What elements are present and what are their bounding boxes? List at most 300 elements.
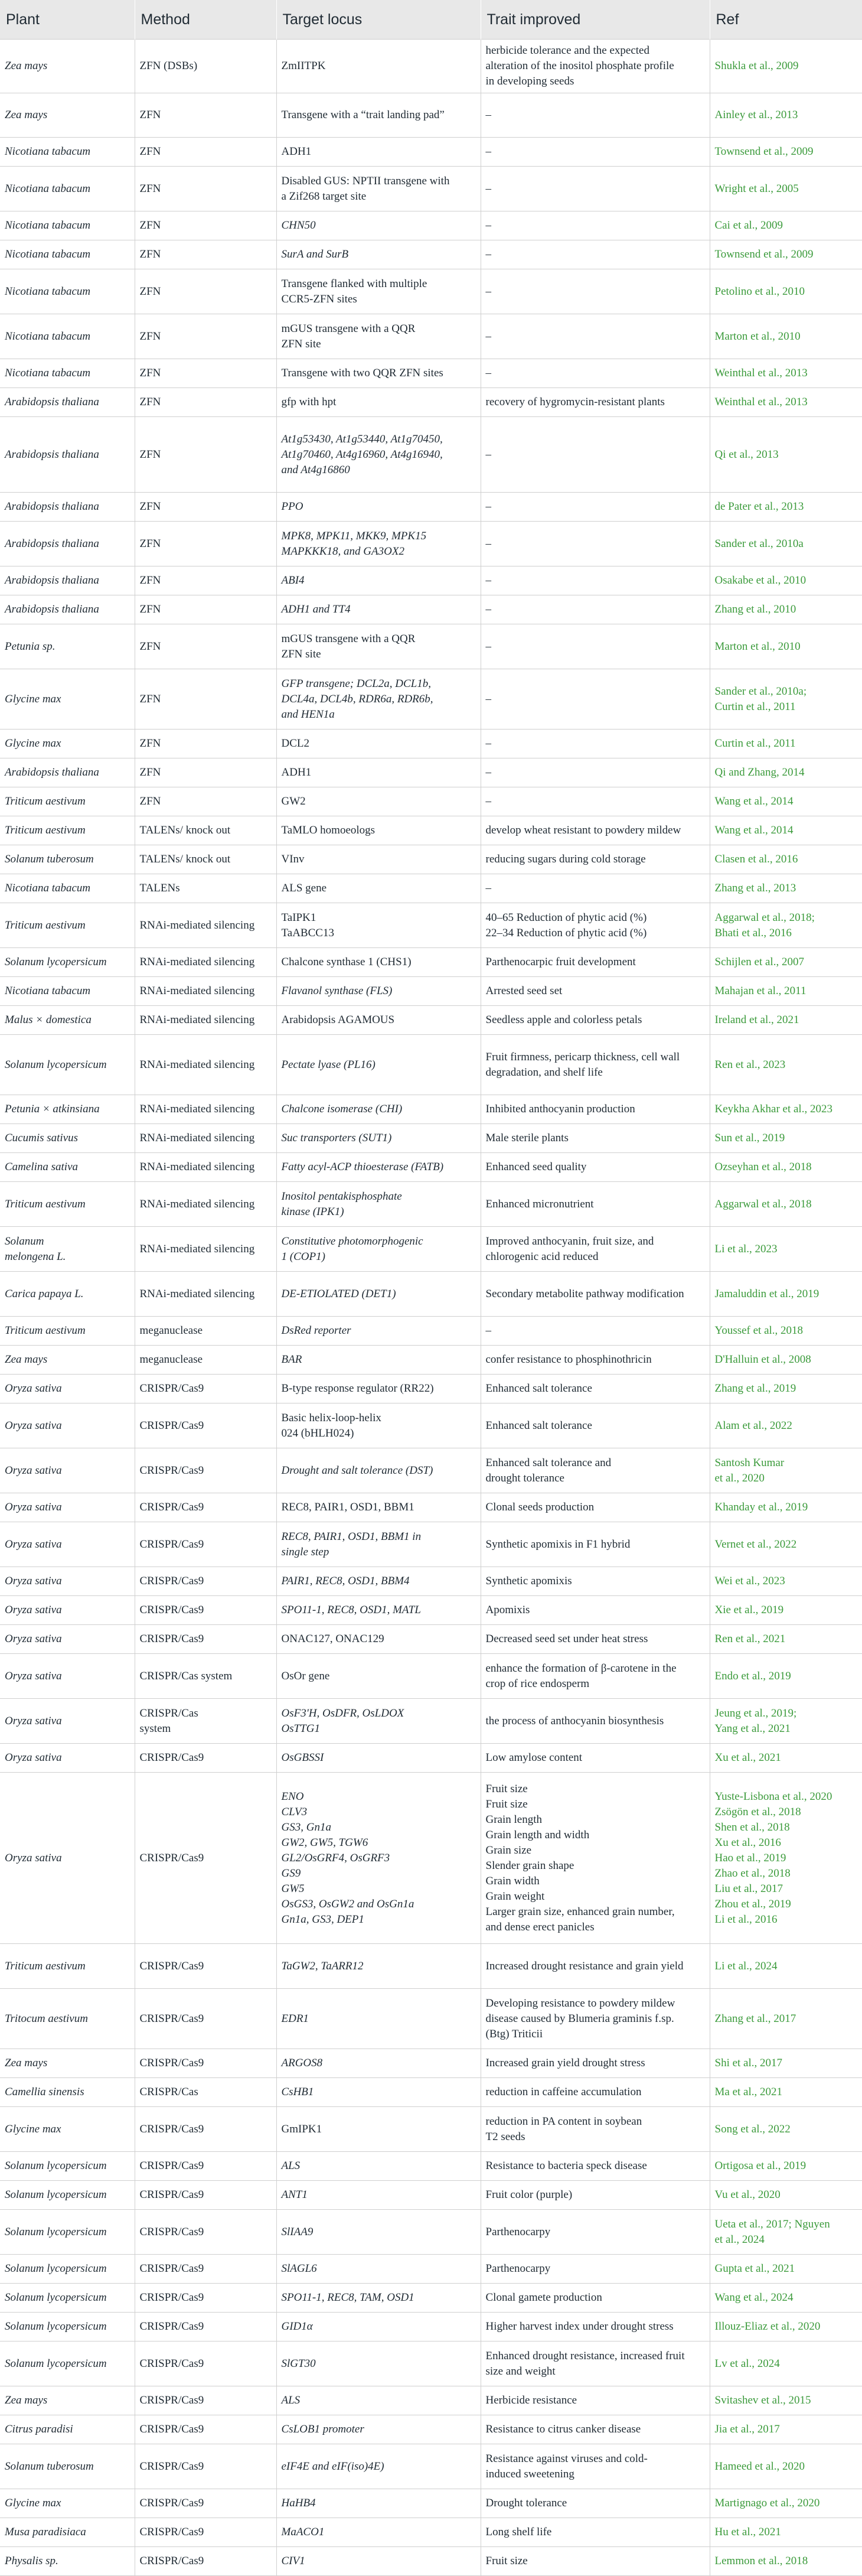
cell-plant — [0, 2255, 135, 2284]
cell-trait-improved — [481, 359, 710, 388]
table-row — [0, 1944, 862, 1989]
table-row — [0, 2049, 862, 2078]
cell-plant — [0, 1596, 135, 1625]
cell-trait-improved-line: recovery of hygromycin-resistant plants — [485, 396, 665, 408]
cell-trait-improved-line: reduction in caffeine accumulation — [485, 2086, 642, 2098]
cell-target-locus-line: GW2, GW5, TGW6 — [281, 1836, 368, 1849]
cell-ref-line: Jia et al., 2017 — [714, 2423, 780, 2435]
cell-ref[interactable] — [710, 2547, 862, 2576]
table-row — [0, 977, 862, 1006]
cell-method-line: CRISPR/Cas9 — [139, 2394, 204, 2406]
cell-ref[interactable] — [710, 2078, 862, 2107]
cell-ref-line: Xu et al., 2021 — [714, 1751, 781, 1764]
cell-ref[interactable] — [710, 388, 862, 417]
cell-ref[interactable] — [710, 874, 862, 903]
cell-ref[interactable] — [710, 948, 862, 977]
table-row — [0, 2078, 862, 2107]
cell-target-locus-line: mGUS transgene with a QQR — [281, 632, 416, 645]
cell-ref[interactable] — [710, 624, 862, 669]
cell-target-locus — [276, 2444, 481, 2489]
cell-ref[interactable] — [710, 522, 862, 566]
cell-ref[interactable] — [710, 2489, 862, 2518]
cell-method-line: ZFN — [139, 795, 161, 807]
cell-method-line: CRISPR/Cas9 — [139, 2122, 204, 2135]
table-row — [0, 2547, 862, 2576]
cell-ref-line: Sun et al., 2019 — [714, 1132, 785, 1144]
cell-target-locus-line: mGUS transgene with a QQR — [281, 322, 416, 335]
cell-method-line: RNAi-mediated silencing — [139, 1161, 255, 1173]
table-row — [0, 1035, 862, 1095]
cell-method-line: ZFN — [139, 330, 161, 343]
cell-ref[interactable] — [710, 1596, 862, 1625]
cell-plant — [0, 1006, 135, 1035]
cell-ref[interactable] — [710, 1625, 862, 1654]
cell-plant — [0, 2181, 135, 2210]
table-row — [0, 93, 862, 138]
cell-ref[interactable] — [710, 730, 862, 758]
cell-method-line: system — [139, 1722, 171, 1735]
cell-ref-line: Petolino et al., 2010 — [714, 285, 805, 298]
cell-target-locus-line: eIF4E and eIF(iso)4E) — [281, 2460, 384, 2473]
cell-method-line: CRISPR/Cas9 — [139, 2460, 204, 2473]
cell-trait-improved — [481, 874, 710, 903]
cell-plant — [0, 93, 135, 138]
cell-ref[interactable] — [710, 2341, 862, 2386]
cell-plant-line: Camellia sinensis — [5, 2086, 84, 2098]
cell-target-locus-line: At1g53430, At1g53440, At1g70450, — [281, 432, 443, 445]
table-row — [0, 2107, 862, 2152]
cell-ref[interactable] — [710, 2255, 862, 2284]
cell-plant — [0, 2152, 135, 2181]
cell-ref[interactable] — [710, 1272, 862, 1317]
cell-ref[interactable] — [710, 1317, 862, 1346]
cell-ref[interactable] — [710, 669, 862, 730]
cell-ref[interactable] — [710, 2284, 862, 2313]
cell-trait-improved — [481, 240, 710, 269]
table-row — [0, 269, 862, 314]
cell-method-line: CRISPR/Cas — [139, 2086, 198, 2098]
table-row — [0, 2341, 862, 2386]
cell-trait-improved-line: – — [485, 145, 491, 158]
cell-ref[interactable] — [710, 1227, 862, 1272]
cell-method-line: CRISPR/Cas9 — [139, 1604, 204, 1616]
cell-trait-improved-line: (Btg) Triticii — [485, 2027, 543, 2040]
cell-trait-improved-line: chlorogenic acid reduced — [485, 1250, 599, 1263]
cell-plant — [0, 624, 135, 669]
cell-target-locus-line: OsTTG1 — [281, 1722, 320, 1735]
cell-ref[interactable] — [710, 2152, 862, 2181]
cell-plant — [0, 1375, 135, 1403]
cell-trait-improved-line: Fruit color (purple) — [485, 2189, 573, 2201]
cell-method-line: CRISPR/Cas9 — [139, 2526, 204, 2538]
cell-trait-improved — [481, 787, 710, 816]
cell-method — [135, 2386, 276, 2415]
cell-trait-improved-line: Fruit firmness, pericarp thickness, cell wall — [485, 1050, 680, 1063]
cell-method — [135, 493, 276, 522]
cell-method — [135, 903, 276, 948]
cell-ref[interactable] — [710, 845, 862, 874]
cell-ref[interactable] — [710, 1153, 862, 1182]
table-row — [0, 211, 862, 240]
cell-method — [135, 1699, 276, 1744]
cell-trait-improved — [481, 1944, 710, 1989]
cell-plant-line: Oryza sativa — [5, 1501, 62, 1513]
cell-plant-line: Oryza sativa — [5, 1633, 62, 1645]
table-row — [0, 1522, 862, 1567]
cell-plant-line: Solanum lycopersicum — [5, 2189, 107, 2201]
cell-target-locus — [276, 2386, 481, 2415]
cell-ref[interactable] — [710, 1654, 862, 1699]
table-row — [0, 2518, 862, 2547]
cell-trait-improved-line: Enhanced seed quality — [485, 1161, 587, 1173]
cell-plant-line: Oryza sativa — [5, 1669, 62, 1682]
cell-plant-line: Zea mays — [5, 2057, 48, 2069]
cell-target-locus — [276, 1744, 481, 1773]
cell-ref[interactable] — [710, 1989, 862, 2049]
table-row — [0, 787, 862, 816]
cell-plant-line: Triticum aestivum — [5, 1959, 86, 1972]
cell-target-locus — [276, 314, 481, 359]
cell-target-locus — [276, 2078, 481, 2107]
cell-ref-line: Mahajan et al., 2011 — [714, 985, 807, 997]
cell-trait-improved-line: – — [485, 448, 491, 461]
cell-method — [135, 1625, 276, 1654]
cell-ref[interactable] — [710, 977, 862, 1006]
table-row — [0, 167, 862, 211]
cell-target-locus-line: CIV1 — [281, 2555, 305, 2567]
cell-ref-line: Marton et al., 2010 — [714, 330, 801, 343]
cell-method — [135, 2181, 276, 2210]
table-row — [0, 2415, 862, 2444]
cell-ref[interactable] — [710, 2181, 862, 2210]
cell-ref[interactable] — [710, 314, 862, 359]
cell-target-locus-line: SPO11-1, REC8, OSD1, MATL — [281, 1604, 421, 1616]
cell-trait-improved — [481, 493, 710, 522]
cell-ref[interactable] — [710, 595, 862, 624]
cell-ref-line: Jamaluddin et al., 2019 — [714, 1287, 819, 1300]
cell-ref[interactable] — [710, 1773, 862, 1944]
cell-ref[interactable] — [710, 1944, 862, 1989]
cell-ref[interactable] — [710, 1375, 862, 1403]
cell-target-locus — [276, 1699, 481, 1744]
cell-ref-line: Weinthal et al., 2013 — [714, 367, 808, 379]
cell-plant — [0, 522, 135, 566]
cell-target-locus — [276, 1989, 481, 2049]
cell-target-locus-line: Fatty acyl-ACP thioesterase (FATB) — [281, 1161, 444, 1173]
cell-ref[interactable] — [710, 417, 862, 493]
cell-method — [135, 1375, 276, 1403]
cell-ref-line: Ueta et al., 2017; Nguyen — [714, 2217, 830, 2230]
cell-ref[interactable] — [710, 816, 862, 845]
table-row — [0, 314, 862, 359]
cell-target-locus — [276, 2284, 481, 2313]
cell-ref-line: Youssef et al., 2018 — [714, 1324, 804, 1337]
cell-trait-improved-line: size and weight — [485, 2365, 556, 2378]
cell-ref[interactable] — [710, 1448, 862, 1493]
cell-ref-line: Xie et al., 2019 — [714, 1604, 784, 1616]
cell-target-locus-line: ZmIITPK — [281, 60, 326, 72]
cell-target-locus-line: MAPKKK18, and GA3OX2 — [281, 545, 404, 558]
cell-method — [135, 2444, 276, 2489]
cell-plant — [0, 1773, 135, 1944]
cell-method-line: RNAi-mediated silencing — [139, 919, 255, 932]
table-row — [0, 240, 862, 269]
cell-trait-improved-line: Synthetic apomixis in F1 hybrid — [485, 1538, 631, 1551]
cell-ref[interactable] — [710, 211, 862, 240]
cell-plant — [0, 314, 135, 359]
cell-target-locus — [276, 493, 481, 522]
cell-method — [135, 2518, 276, 2547]
cell-method-line: CRISPR/Cas9 — [139, 2225, 204, 2238]
cell-trait-improved-line: 22–34 Reduction of phytic acid (%) — [485, 926, 647, 939]
cell-target-locus — [276, 1596, 481, 1625]
cell-trait-improved — [481, 1773, 710, 1944]
cell-trait-improved-line: – — [485, 795, 491, 807]
cell-plant-line: Arabidopsis thaliana — [5, 574, 99, 587]
cell-method-line: TALENs/ knock out — [139, 824, 231, 836]
cell-trait-improved — [481, 1153, 710, 1182]
cell-plant-line: Arabidopsis thaliana — [5, 537, 99, 550]
cell-trait-improved-line: Improved anthocyanin, fruit size, and — [485, 1235, 654, 1248]
cell-trait-improved-line: reduction in PA content in soybean — [485, 2115, 642, 2128]
cell-trait-improved — [481, 314, 710, 359]
cell-target-locus — [276, 669, 481, 730]
cell-target-locus-line: Disabled GUS: NPTII transgene with — [281, 174, 450, 187]
cell-method-line: CRISPR/Cas9 — [139, 1851, 204, 1864]
cell-method-line: CRISPR/Cas9 — [139, 1575, 204, 1587]
cell-ref[interactable] — [710, 2210, 862, 2255]
cell-trait-improved — [481, 845, 710, 874]
cell-ref[interactable] — [710, 1035, 862, 1095]
cell-method — [135, 2255, 276, 2284]
cell-plant — [0, 816, 135, 845]
cell-trait-improved-line: – — [485, 640, 491, 653]
table-row — [0, 566, 862, 595]
cell-ref[interactable] — [710, 240, 862, 269]
cell-trait-improved-line: the process of anthocyanin biosynthesis — [485, 1714, 664, 1727]
cell-method-line: RNAi-mediated silencing — [139, 1103, 255, 1115]
cell-plant — [0, 1989, 135, 2049]
cell-target-locus — [276, 2210, 481, 2255]
cell-ref[interactable] — [710, 1124, 862, 1153]
cell-trait-improved-line: – — [485, 692, 491, 705]
cell-ref[interactable] — [710, 2313, 862, 2341]
cell-method — [135, 2078, 276, 2107]
cell-trait-improved-line: Larger grain size, enhanced grain number, — [485, 1905, 675, 1918]
cell-plant — [0, 211, 135, 240]
table-row — [0, 2210, 862, 2255]
cell-plant — [0, 903, 135, 948]
cell-ref[interactable] — [710, 1346, 862, 1375]
cell-trait-improved-line: induced sweetening — [485, 2467, 574, 2480]
cell-ref[interactable] — [710, 167, 862, 211]
cell-trait-improved — [481, 624, 710, 669]
cell-ref-line: Shukla et al., 2009 — [714, 60, 799, 72]
cell-ref[interactable] — [710, 1095, 862, 1124]
cell-method — [135, 1493, 276, 1522]
cell-target-locus — [276, 417, 481, 493]
cell-ref[interactable] — [710, 758, 862, 787]
table-row — [0, 948, 862, 977]
cell-trait-improved — [481, 522, 710, 566]
cell-plant — [0, 2049, 135, 2078]
cell-ref[interactable] — [710, 2415, 862, 2444]
table-row — [0, 359, 862, 388]
cell-trait-improved — [481, 1699, 710, 1744]
cell-plant-line: Citrus paradisi — [5, 2423, 73, 2435]
cell-trait-improved-line: Secondary metabolite pathway modification — [485, 1287, 684, 1300]
table-row — [0, 1989, 862, 2049]
cell-ref[interactable] — [710, 1699, 862, 1744]
cell-target-locus-line: REC8, PAIR1, OSD1, BBM1 in — [281, 1530, 422, 1543]
cell-ref[interactable] — [710, 1522, 862, 1567]
cell-ref[interactable] — [710, 1006, 862, 1035]
cell-target-locus-line: CCR5-ZFN sites — [281, 292, 357, 305]
cell-plant-line: Nicotiana tabacum — [5, 985, 91, 997]
cell-ref[interactable] — [710, 1567, 862, 1596]
cell-target-locus-line: and HEN1a — [281, 708, 335, 721]
cell-plant-line: Glycine max — [5, 2122, 61, 2135]
cell-ref[interactable] — [710, 787, 862, 816]
cell-plant-line: Zea mays — [5, 109, 48, 121]
cell-target-locus — [276, 1006, 481, 1035]
cell-target-locus-line: ABI4 — [281, 574, 305, 587]
header-plant: Plant — [0, 0, 135, 40]
cell-target-locus-line: DCL2 — [281, 737, 309, 750]
cell-target-locus-line: GFP transgene; DCL2a, DCL1b, — [281, 677, 432, 690]
cell-method-line: ZFN — [139, 640, 161, 653]
cell-ref[interactable] — [710, 2107, 862, 2152]
cell-target-locus — [276, 2518, 481, 2547]
table-row — [0, 2386, 862, 2415]
cell-trait-improved — [481, 2284, 710, 2313]
cell-trait-improved — [481, 2107, 710, 2152]
cell-plant — [0, 845, 135, 874]
cell-target-locus-line: Chalcone synthase 1 (CHS1) — [281, 956, 412, 968]
cell-plant-line: Oryza sativa — [5, 1575, 62, 1587]
cell-plant — [0, 240, 135, 269]
table-row — [0, 1596, 862, 1625]
cell-plant — [0, 1403, 135, 1448]
cell-target-locus-line: CHN50 — [281, 219, 316, 232]
cell-trait-improved-line: Slender grain shape — [485, 1859, 574, 1872]
cell-method-line: CRISPR/Cas9 — [139, 2320, 204, 2333]
cell-ref[interactable] — [710, 2444, 862, 2489]
cell-target-locus-line: ADH1 and TT4 — [281, 603, 351, 615]
cell-ref[interactable] — [710, 1182, 862, 1227]
cell-target-locus — [276, 211, 481, 240]
cell-plant-line: Glycine max — [5, 2497, 61, 2509]
cell-method — [135, 1124, 276, 1153]
cell-target-locus-line: ADH1 — [281, 766, 312, 779]
cell-method-line: CRISPR/Cas9 — [139, 2291, 204, 2304]
cell-ref[interactable] — [710, 2518, 862, 2547]
cell-ref-line: Zhang et al., 2013 — [714, 882, 796, 894]
table-row — [0, 669, 862, 730]
cell-target-locus-line: Transgene with two QQR ZFN sites — [281, 367, 443, 379]
cell-ref[interactable] — [710, 138, 862, 167]
cell-ref[interactable] — [710, 2049, 862, 2078]
cell-target-locus-line: Suc transporters (SUT1) — [281, 1132, 392, 1144]
cell-plant-line: Carica papaya L. — [5, 1287, 84, 1300]
cell-method — [135, 1448, 276, 1493]
cell-ref[interactable] — [710, 2386, 862, 2415]
cell-method — [135, 1596, 276, 1625]
cell-ref[interactable] — [710, 1744, 862, 1773]
cell-trait-improved-line: Fruit size — [485, 2555, 528, 2567]
cell-ref-line: Sander et al., 2010a — [714, 537, 804, 550]
cell-trait-improved-line: Resistance to bacteria speck disease — [485, 2160, 647, 2172]
cell-target-locus-line: EDR1 — [281, 2012, 309, 2025]
cell-target-locus — [276, 816, 481, 845]
cell-trait-improved — [481, 1006, 710, 1035]
cell-method-line: CRISPR/Cas9 — [139, 2160, 204, 2172]
cell-trait-improved-line: Fruit size — [485, 1782, 528, 1795]
table-row — [0, 1403, 862, 1448]
table-row — [0, 1227, 862, 1272]
cell-plant-line: Arabidopsis thaliana — [5, 766, 99, 779]
cell-ref[interactable] — [710, 359, 862, 388]
cell-trait-improved — [481, 2547, 710, 2576]
cell-target-locus-line: Constitutive photomorphogenic — [281, 1235, 423, 1248]
cell-trait-improved — [481, 1182, 710, 1227]
cell-ref[interactable] — [710, 566, 862, 595]
table-row — [0, 2181, 862, 2210]
cell-ref[interactable] — [710, 903, 862, 948]
cell-ref[interactable] — [710, 1493, 862, 1522]
cell-method — [135, 1522, 276, 1567]
cell-plant-line: Petunia × atkinsiana — [5, 1103, 100, 1115]
cell-ref-line: Wang et al., 2014 — [714, 824, 794, 836]
cell-ref-line: Hameed et al., 2020 — [714, 2460, 805, 2473]
cell-plant-line: Solanum lycopersicum — [5, 956, 107, 968]
cell-ref[interactable] — [710, 40, 862, 93]
cell-method-line: CRISPR/Cas9 — [139, 2423, 204, 2435]
cell-trait-improved-line: develop wheat resistant to powdery mildew — [485, 824, 681, 836]
cell-trait-improved-line: – — [485, 182, 491, 195]
cell-target-locus-line: SlGT30 — [281, 2357, 316, 2370]
cell-trait-improved-line: – — [485, 766, 491, 779]
cell-plant-line: Cucumis sativus — [5, 1132, 79, 1144]
cell-target-locus — [276, 845, 481, 874]
cell-trait-improved — [481, 1989, 710, 2049]
cell-plant-line: Zea mays — [5, 1353, 48, 1366]
table-row — [0, 874, 862, 903]
cell-target-locus — [276, 2107, 481, 2152]
cell-target-locus — [276, 1317, 481, 1346]
cell-target-locus — [276, 138, 481, 167]
table-row — [0, 1095, 862, 1124]
cell-method — [135, 40, 276, 93]
cell-ref[interactable] — [710, 269, 862, 314]
cell-ref[interactable] — [710, 1403, 862, 1448]
cell-plant — [0, 1227, 135, 1272]
cell-trait-improved — [481, 2078, 710, 2107]
cell-ref-line: Townsend et al., 2009 — [714, 248, 814, 260]
cell-ref[interactable] — [710, 93, 862, 138]
cell-plant — [0, 1153, 135, 1182]
cell-method — [135, 1346, 276, 1375]
cell-trait-improved — [481, 211, 710, 240]
cell-trait-improved-line: disease caused by Blumeria graminis f.sp. — [485, 2012, 674, 2025]
cell-method — [135, 417, 276, 493]
cell-ref[interactable] — [710, 493, 862, 522]
table-row — [0, 1153, 862, 1182]
cell-plant-line: Nicotiana tabacum — [5, 882, 91, 894]
cell-trait-improved-line: Male sterile plants — [485, 1132, 569, 1144]
cell-plant-line: Camelina sativa — [5, 1161, 79, 1173]
table-row — [0, 1448, 862, 1493]
